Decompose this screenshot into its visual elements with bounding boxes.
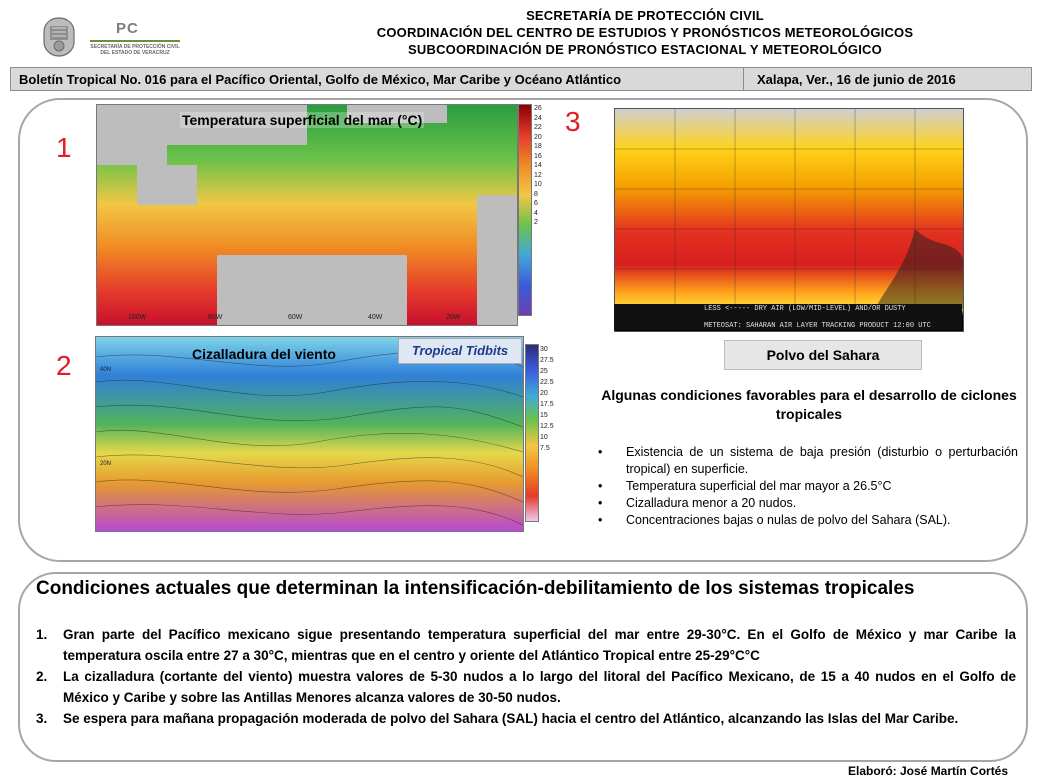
pc-logo-subtitle: SECRETARÍA DE PROTECCIÓN CIVIL DEL ESTADO DE VERACRUZ xyxy=(90,44,180,56)
sst-x-label: 60W xyxy=(288,314,303,321)
current-conditions-list xyxy=(36,624,1016,729)
bullet-icon: • xyxy=(598,479,603,493)
bullet-icon: • xyxy=(598,445,603,459)
sal-label: Polvo del Sahara xyxy=(724,340,922,370)
panel-number-3: 3 xyxy=(565,106,581,137)
sal-caption-line-1: LESS <----- DRY AIR (LOW/MID-LEVEL) AND/OR DUSTY xyxy=(704,305,906,313)
list-item-text: La cizalladura (cortante del viento) muestra valores de 5-30 nudos a lo largo del litoral del Pacífico Mexicano, de 15 a 40 nudos en el Golfo de México y Caribe y sobre las Antillas Menores alcanza valores de 30-50 nudos. xyxy=(63,669,1016,705)
sal-caption-bar xyxy=(614,304,962,330)
sst-scale-label: 12 xyxy=(534,171,542,179)
shear-lat-label: 20N xyxy=(100,461,112,467)
bullet-icon: • xyxy=(598,513,603,527)
sst-scale-labels xyxy=(534,104,552,314)
shear-scale-label: 22.5 xyxy=(540,379,554,386)
sst-scale-label: 10 xyxy=(534,181,542,188)
sst-title: Temperatura superficial del mar (°C) xyxy=(182,112,423,128)
pc-logo-bar xyxy=(90,40,180,42)
sst-scale-label: 6 xyxy=(534,200,538,207)
pc-logo-text: PC xyxy=(116,20,139,37)
sst-color-scale xyxy=(518,104,532,316)
list-item-number: 1. xyxy=(36,627,48,642)
list-item xyxy=(36,708,1016,729)
list-item-text: Existencia de un sistema de baja presión (disturbio o perturbación tropical) en superficie. xyxy=(626,445,1018,476)
list-item xyxy=(598,444,1018,478)
bullet-icon: • xyxy=(598,496,603,510)
list-item xyxy=(36,666,1016,708)
shear-scale-label: 10 xyxy=(540,434,548,441)
list-item-text: Concentraciones bajas o nulas de polvo del Sahara (SAL). xyxy=(626,513,951,527)
shear-scale-label: 27.5 xyxy=(540,357,554,364)
sst-scale-label: 22 xyxy=(534,124,542,131)
list-item xyxy=(36,624,1016,666)
list-item xyxy=(598,478,1018,495)
sst-x-label: 100W xyxy=(128,314,147,321)
sea-surface-temperature-map xyxy=(96,104,518,326)
sal-caption-line-2: METEOSAT: SAHARAN AIR LAYER TRACKING PRODUCT 12:00 UTC xyxy=(704,322,931,330)
header-line-1: SECRETARÍA DE PROTECCIÓN CIVIL xyxy=(526,8,764,23)
shear-scale-labels xyxy=(540,344,558,520)
panel-number-2: 2 xyxy=(56,350,72,381)
author-credit: Elaboró: José Martín Cortés xyxy=(848,764,1009,778)
shear-lat-label: 40N xyxy=(100,367,112,373)
sst-scale-label: 18 xyxy=(534,143,542,150)
shear-color-scale xyxy=(525,344,539,522)
list-item-number: 3. xyxy=(36,711,48,726)
list-item xyxy=(598,495,1018,512)
bulletin-title: Boletín Tropical No. 016 para el Pacífico Oriental, Golfo de México, Mar Caribe y Océano Atlántico xyxy=(19,72,622,87)
header-line-2: COORDINACIÓN DEL CENTRO DE ESTUDIOS Y PRONÓSTICOS METEOROLÓGICOS xyxy=(376,25,914,40)
wind-shear-map xyxy=(95,336,524,532)
list-item-text: Gran parte del Pacífico mexicano sigue presentando temperatura superficial del mar entre 29-30°C. En el Golfo de México y mar Caribe la temperatura oscila entre 27 a 30°C, mientras que en el centro y oriente del Atlántico Tropical entre 25-29°C°C xyxy=(63,627,1016,663)
sst-scale-label: 4 xyxy=(534,209,538,217)
favorable-conditions-list xyxy=(598,444,1018,529)
list-item-text: Se espera para mañana propagación moderada de polvo del Sahara (SAL) hacia el centro del Atlántico, alcanzando las Islas del Mar Caribe. xyxy=(63,711,959,726)
sst-scale-label: 2 xyxy=(534,219,538,226)
veracruz-crest-icon xyxy=(40,16,78,58)
list-item xyxy=(598,512,1018,529)
sst-x-label: 80W xyxy=(208,314,223,321)
sst-scale-label: 16 xyxy=(534,152,542,160)
shear-scale-label: 15 xyxy=(540,412,548,419)
panel-number-1: 1 xyxy=(56,132,72,163)
sst-longitude-labels xyxy=(96,314,516,324)
tropical-tidbits-logo: Tropical Tidbits xyxy=(398,338,522,364)
current-conditions-title: Condiciones actuales que determinan la intensificación-debilitamiento de los sistemas tropicales xyxy=(36,578,915,599)
favorable-conditions-title: Algunas condiciones favorables para el desarrollo de ciclones tropicales xyxy=(601,387,1017,422)
sst-scale-label: 20 xyxy=(534,133,542,141)
sst-scale-label: 8 xyxy=(534,190,538,198)
saharan-dust-map xyxy=(614,108,964,332)
shear-scale-label: 20 xyxy=(540,390,548,397)
shear-title: Cizalladura del viento xyxy=(192,346,336,362)
sst-scale-label: 24 xyxy=(534,114,542,122)
bulletin-bar xyxy=(10,67,1032,91)
shear-scale-label: 12.5 xyxy=(540,423,554,430)
list-item-number: 2. xyxy=(36,669,48,684)
sst-x-label: 20W xyxy=(446,314,461,321)
shear-scale-label: 30 xyxy=(540,346,548,353)
list-item-text: Cizalladura menor a 20 nudos. xyxy=(626,496,797,510)
shear-scale-label: 7.5 xyxy=(540,445,550,452)
shear-scale-label: 17.5 xyxy=(540,401,554,408)
bulletin-date: Xalapa, Ver., 16 de junio de 2016 xyxy=(757,72,956,87)
sst-x-label: 40W xyxy=(368,314,383,321)
proteccion-civil-logo xyxy=(90,20,180,58)
sst-scale-label: 26 xyxy=(534,105,542,112)
header-line-3: SUBCOORDINACIÓN DE PRONÓSTICO ESTACIONAL Y METEOROLÓGICO xyxy=(408,42,882,57)
list-item-text: Temperatura superficial del mar mayor a 26.5°C xyxy=(626,479,892,493)
bulletin-divider xyxy=(743,68,744,90)
sst-scale-label: 14 xyxy=(534,162,542,169)
shear-scale-label: 25 xyxy=(540,368,548,375)
